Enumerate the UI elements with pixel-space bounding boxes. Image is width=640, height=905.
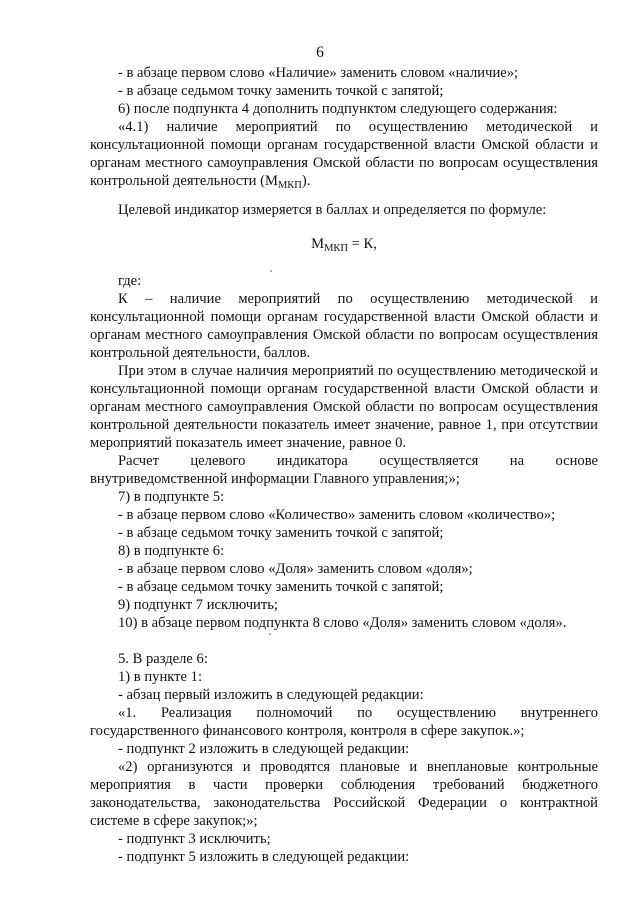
- formula-symbol: М: [311, 236, 325, 252]
- indicator-values: При этом в случае наличия мероприятий по осуществлению методической и консультационной помощи органам государственной власти Омской области и органам местного самоуправления Омской области по вопросам осуществления контрольной деятельности показатель имеет значение, равное 1, при отсутствии мероприятий показатель имеет значение, равное 0.: [90, 363, 598, 451]
- amendment-line: - подпункт 2 изложить в следующей редакции:: [118, 741, 410, 757]
- page-number: 6: [316, 44, 324, 61]
- amendment-line: 9) подпункт 7 исключить;: [118, 597, 278, 613]
- scan-speck: [270, 270, 272, 272]
- amendment-line: 10) в абзаце первом подпункта 8 слово «Доля» заменить словом «доля».: [118, 615, 567, 631]
- quoted-paragraph: «2) организуются и проводятся плановые и внеплановые контрольные мероприятия в части проверки соблюдения требований бюджетного законодательства, законодательства Российской Федерации о контрактной системе в сфере закупок;»;: [90, 759, 598, 829]
- amendment-line: - в абзаце седьмом точку заменить точкой с запятой;: [118, 579, 444, 595]
- subparagraph-4-1-text: «4.1) наличие мероприятий по осуществлению методической и консультационной помощи органам государственной власти Омской области и органам местного самоуправления Омской области по вопросам осуществления контрольной деятельности (М: [90, 119, 598, 189]
- amendment-line: - абзац первый изложить в следующей редакции:: [118, 687, 424, 703]
- indicator-intro: Целевой индикатор измеряется в баллах и определяется по формуле:: [118, 202, 547, 218]
- calculation-basis: Расчет целевого индикатора осуществляется на основе внутриведомственной информации Главного управления;»;: [90, 453, 598, 487]
- amendment-line: - в абзаце седьмом точку заменить точкой с запятой;: [118, 83, 444, 99]
- amendment-line: - в абзаце седьмом точку заменить точкой с запятой;: [118, 525, 444, 541]
- amendment-line: - в абзаце первом слово «Количество» заменить словом «количество»;: [118, 507, 556, 523]
- formula-subscript: МКП: [324, 243, 348, 254]
- amendment-line: 7) в подпункте 5:: [118, 489, 225, 505]
- amendment-line: - подпункт 5 изложить в следующей редакции:: [118, 849, 410, 865]
- where-label: где:: [118, 273, 142, 289]
- k-definition: К – наличие мероприятий по осуществлению методической и консультационной помощи органам государственной власти Омской области и органам местного самоуправления Омской области по вопросам осуществления контрольной деятельности, баллов.: [90, 291, 598, 361]
- document-body: [90, 64, 598, 866]
- quoted-paragraph: «1. Реализация полномочий по осуществлению внутреннего государственного финансового контроля, контроля в сфере закупок.»;: [90, 705, 598, 739]
- section-heading: 5. В разделе 6:: [118, 651, 208, 667]
- amendment-line: 1) в пункте 1:: [118, 669, 203, 685]
- amendment-line: - подпункт 3 исключить;: [118, 831, 271, 847]
- subparagraph-4-1: [90, 118, 598, 195]
- subparagraph-4-1-end: ).: [301, 173, 311, 189]
- formula-rest: = К,: [348, 236, 377, 252]
- amendment-line: 6) после подпункта 4 дополнить подпунктом следующего содержания:: [118, 101, 558, 117]
- amendment-line: - в абзаце первом слово «Доля» заменить словом «доля»;: [118, 561, 473, 577]
- scan-speck: [269, 633, 271, 635]
- subparagraph-4-1-subscript: МКП: [277, 180, 302, 191]
- amendment-line: - в абзаце первом слово «Наличие» заменить словом «наличие»;: [118, 65, 519, 81]
- amendment-line: 8) в подпункте 6:: [118, 543, 225, 559]
- formula: [90, 235, 598, 258]
